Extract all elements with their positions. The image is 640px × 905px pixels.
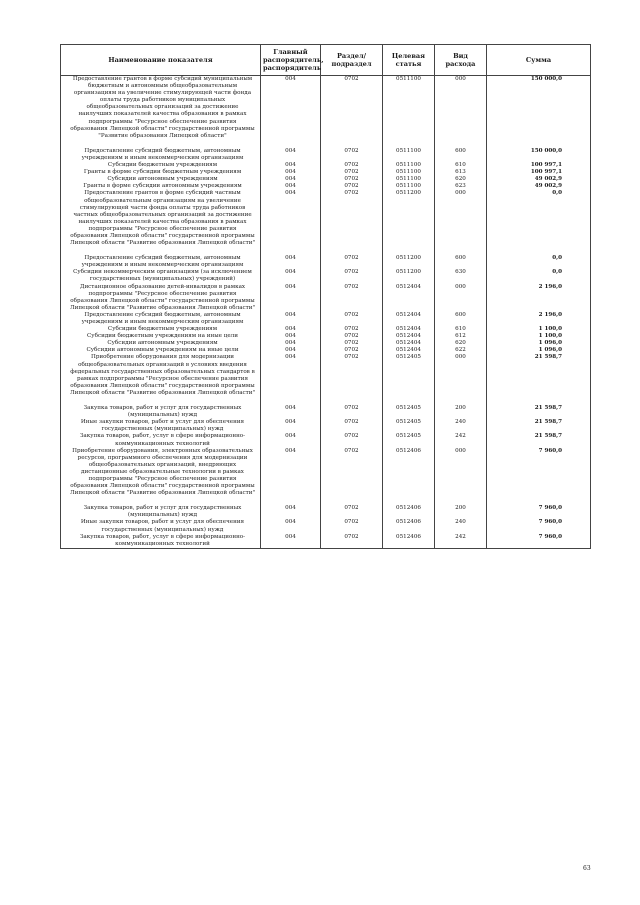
cell-name: Приобретение оборудования для модернизации общеобразовательных организаций в условиях введения федеральных государственных образовательных стандартов в рамках подпрограммы "Ресурсное обеспечение развития образования Липецкой области" государственной программы Липецкой области "Развитие образования Липецкой области" [61,354,261,405]
cell-name: Субсидии автономным учреждениям [61,340,261,347]
cell-name: Иные закупки товаров, работ и услуг для обеспечения государственных (муниципальных) нужд [61,419,261,433]
cell-target: 0511100 [383,162,435,169]
cell-amount: 0,0 [487,255,591,269]
cell-exp-type: 000 [435,284,487,312]
cell-name: Субсидии бюджетным учреждениям на иные цели [61,333,261,340]
cell-admin: 004 [261,255,321,269]
table-row [61,505,591,519]
cell-name: Гранты в форме субсидии бюджетным учреждениям [61,169,261,176]
cell-admin: 004 [261,405,321,419]
cell-exp-type: 240 [435,419,487,433]
cell-target: 0512404 [383,326,435,333]
cell-admin: 004 [261,534,321,549]
cell-amount: 1 100,0 [487,326,591,333]
cell-name: Дистанционное образование детей-инвалидов в рамках подпрограммы "Ресурсное обеспечение развития образования Липецкой области" государственной программы Липецкой области "Развитие образования Липецкой области" [61,284,261,312]
cell-admin: 004 [261,433,321,447]
cell-name: Субсидии бюджетным учреждениям [61,326,261,333]
cell-amount: 150 000,0 [487,76,591,148]
header-target: Целевая статья [383,45,435,76]
table-row [61,405,591,419]
cell-name: Иные закупки товаров, работ и услуг для обеспечения государственных (муниципальных) нужд [61,519,261,533]
cell-exp-type: 240 [435,519,487,533]
cell-target: 0511200 [383,269,435,283]
cell-exp-type: 600 [435,312,487,326]
cell-section: 0702 [321,183,383,190]
cell-section: 0702 [321,169,383,176]
budget-table [60,44,591,549]
cell-amount: 150 000,0 [487,148,591,162]
cell-admin: 004 [261,284,321,312]
cell-admin: 004 [261,76,321,148]
cell-target: 0512405 [383,354,435,405]
cell-admin: 004 [261,169,321,176]
cell-admin: 004 [261,190,321,255]
cell-exp-type: 000 [435,76,487,148]
cell-amount: 0,0 [487,190,591,255]
cell-section: 0702 [321,419,383,433]
cell-name: Субсидии бюджетным учреждениям [61,162,261,169]
cell-section: 0702 [321,448,383,506]
cell-admin: 004 [261,269,321,283]
cell-admin: 004 [261,347,321,354]
table-row [61,534,591,549]
cell-admin: 004 [261,519,321,533]
cell-exp-type: 000 [435,448,487,506]
cell-section: 0702 [321,326,383,333]
cell-section: 0702 [321,519,383,533]
cell-name: Закупка товаров, работ, услуг в сфере информационно-коммуникационных технологий [61,534,261,549]
cell-amount: 100 997,1 [487,162,591,169]
cell-target: 0512404 [383,347,435,354]
cell-exp-type: 622 [435,347,487,354]
cell-exp-type: 612 [435,333,487,340]
cell-name: Предоставление субсидий бюджетным, автономным учреждениям и иным некоммерческим организациям [61,148,261,162]
cell-amount: 1 096,0 [487,340,591,347]
cell-target: 0511100 [383,76,435,148]
table-row [61,76,591,148]
cell-target: 0511100 [383,183,435,190]
budget-table-page [60,44,590,549]
cell-section: 0702 [321,534,383,549]
cell-name: Закупка товаров, работ и услуг для государственных (муниципальных) нужд [61,505,261,519]
cell-name: Закупка товаров, работ и услуг для государственных (муниципальных) нужд [61,405,261,419]
table-row [61,448,591,506]
cell-section: 0702 [321,354,383,405]
cell-section: 0702 [321,284,383,312]
table-header-row [61,45,591,76]
cell-amount: 7 960,0 [487,534,591,549]
cell-admin: 004 [261,354,321,405]
cell-exp-type: 600 [435,148,487,162]
cell-target: 0511100 [383,169,435,176]
cell-exp-type: 610 [435,162,487,169]
table-row [61,354,591,405]
cell-amount: 1 096,0 [487,347,591,354]
cell-target: 0511200 [383,190,435,255]
cell-name: Предоставление грантов в форме субсидий частным общеобразовательным организациям на увеличение стимулирующей части фонда оплаты труда работников частных общеобразовательных организаций за достижение наилучших показателей качества образования в рамках подпрограммы "Ресурсное обеспечение развития образования Липецкой области" государственной программы Липецкой области "Развитие образования Липецкой области" [61,190,261,255]
cell-section: 0702 [321,176,383,183]
cell-exp-type: 610 [435,326,487,333]
cell-admin: 004 [261,312,321,326]
cell-exp-type: 623 [435,183,487,190]
cell-exp-type: 630 [435,269,487,283]
cell-section: 0702 [321,347,383,354]
cell-exp-type: 613 [435,169,487,176]
cell-name: Субсидии автономным учреждениям на иные цели [61,347,261,354]
cell-exp-type: 000 [435,190,487,255]
cell-amount: 21 598,7 [487,419,591,433]
cell-exp-type: 600 [435,255,487,269]
table-row [61,255,591,269]
cell-exp-type: 200 [435,505,487,519]
cell-admin: 004 [261,326,321,333]
cell-section: 0702 [321,162,383,169]
cell-amount: 100 997,1 [487,169,591,176]
cell-target: 0512405 [383,419,435,433]
cell-amount: 7 960,0 [487,505,591,519]
cell-exp-type: 200 [435,405,487,419]
cell-target: 0512404 [383,284,435,312]
cell-target: 0512405 [383,405,435,419]
page-number: 63 [583,865,591,872]
header-exp-type: Вид расхода [435,45,487,76]
cell-exp-type: 242 [435,534,487,549]
cell-target: 0512404 [383,312,435,326]
cell-amount: 2 196,0 [487,284,591,312]
cell-target: 0511100 [383,176,435,183]
cell-exp-type: 000 [435,354,487,405]
cell-target: 0511100 [383,148,435,162]
cell-name: Закупка товаров, работ, услуг в сфере информационно-коммуникационных технологий [61,433,261,447]
table-row [61,284,591,312]
cell-target: 0512404 [383,333,435,340]
cell-section: 0702 [321,433,383,447]
cell-target: 0512406 [383,448,435,506]
cell-admin: 004 [261,162,321,169]
cell-name: Приобретение оборудования, электронных образовательных ресурсов, программного обеспечения для модернизации общеобразовательных организаций, внедряющих дистанционные образовательные технологии в рамках подпрограммы "Ресурсное обеспечение развития образования Липецкой области" государственной программы Липецкой области "Развитие образования Липецкой области" [61,448,261,506]
cell-amount: 7 960,0 [487,519,591,533]
cell-exp-type: 620 [435,176,487,183]
cell-target: 0512406 [383,534,435,549]
cell-target: 0511200 [383,255,435,269]
cell-admin: 004 [261,183,321,190]
cell-section: 0702 [321,312,383,326]
table-row [61,419,591,433]
table-row [61,190,591,255]
cell-amount: 49 002,9 [487,183,591,190]
cell-amount: 49 002,9 [487,176,591,183]
cell-amount: 21 598,7 [487,354,591,405]
cell-section: 0702 [321,190,383,255]
cell-admin: 004 [261,340,321,347]
cell-amount: 21 598,7 [487,405,591,419]
cell-admin: 004 [261,176,321,183]
cell-admin: 004 [261,505,321,519]
cell-target: 0512405 [383,433,435,447]
cell-section: 0702 [321,148,383,162]
cell-admin: 004 [261,419,321,433]
cell-section: 0702 [321,255,383,269]
table-row [61,433,591,447]
cell-section: 0702 [321,340,383,347]
cell-section: 0702 [321,405,383,419]
table-row [61,148,591,162]
cell-admin: 004 [261,448,321,506]
header-section: Раздел/подраздел [321,45,383,76]
cell-amount: 21 598,7 [487,433,591,447]
cell-section: 0702 [321,269,383,283]
table-row [61,312,591,326]
cell-section: 0702 [321,333,383,340]
cell-name: Субсидии некоммерческим организациям (за исключением государственных (муниципальных) учреждений) [61,269,261,283]
header-admin: Главный распорядитель, распорядитель [261,45,321,76]
cell-name: Предоставление грантов в форме субсидий муниципальным бюджетным и автономным общеобразовательным организациям на увеличение стимулирующей части фонда оплаты труда работников муниципальных общеобразовательных организаций за достижение наилучших показателей качества образования в рамках подпрограммы "Ресурсное обеспечение развития образования Липецкой области" государственной программы "Развитие образования Липецкой области" [61,76,261,148]
cell-name: Субсидии автономным учреждениям [61,176,261,183]
cell-target: 0512406 [383,519,435,533]
cell-amount: 1 100,0 [487,333,591,340]
cell-exp-type: 242 [435,433,487,447]
cell-exp-type: 620 [435,340,487,347]
header-amount: Сумма [487,45,591,76]
table-row [61,269,591,283]
cell-name: Гранты в форме субсидии автономным учреждениям [61,183,261,190]
cell-section: 0702 [321,76,383,148]
cell-section: 0702 [321,505,383,519]
cell-admin: 004 [261,333,321,340]
cell-target: 0512404 [383,340,435,347]
cell-target: 0512406 [383,505,435,519]
cell-name: Предоставление субсидий бюджетным, автономным учреждениям и иным некоммерческим организациям [61,312,261,326]
cell-amount: 2 196,0 [487,312,591,326]
cell-amount: 7 960,0 [487,448,591,506]
cell-name: Предоставление субсидий бюджетным, автономным учреждениям и иным некоммерческим организациям [61,255,261,269]
table-row [61,519,591,533]
header-name: Наименование показателя [61,45,261,76]
cell-amount: 0,0 [487,269,591,283]
cell-admin: 004 [261,148,321,162]
